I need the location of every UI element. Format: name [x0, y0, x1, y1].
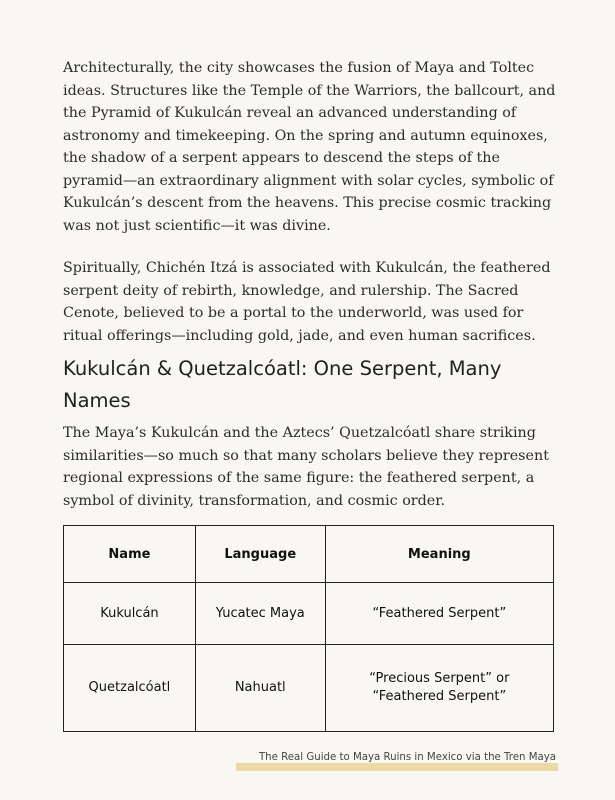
paragraph-spiritual: Spiritually, Chichén Itzá is associated with Kukulcán, the feathered serpent deity of rebirth, knowledge, and rulership. The Sacred Cenote, believed to be a portal to the underworld, was used for ritual offerings—including gold, jade, and even human sacrifices.: [63, 260, 551, 344]
cell-language: Yucatec Maya: [195, 583, 325, 645]
cell-meaning: “Feathered Serpent”: [325, 583, 553, 645]
cell-meaning: “Precious Serpent” or “Feathered Serpent”: [325, 645, 553, 732]
cell-name: Quetzalcóatl: [64, 645, 196, 732]
serpent-names-table: [63, 525, 554, 732]
cell-language: Nahuatl: [195, 645, 325, 732]
section-heading: Kukulcán & Quetzalcóatl: One Serpent, Many Names: [63, 357, 502, 412]
table-header-row: [64, 526, 554, 583]
header-name: Name: [64, 526, 196, 583]
paragraph-comparison: The Maya’s Kukulcán and the Aztecs’ Quetzalcóatl share striking similarities—so much so that many scholars believe they represent regional expressions of the same figure: the feathered serpent, a symbol of divinity, transformation, and cosmic order.: [63, 425, 549, 509]
paragraph-architecture: Architecturally, the city showcases the fusion of Maya and Toltec ideas. Structures like the Temple of the Warriors, the ballcourt, and the Pyramid of Kukulcán reveal an advanced understanding of astronomy and timekeeping. On the spring and autumn equinoxes, the shadow of a serpent appears to descend the steps of the pyramid—an extraordinary alignment with solar cycles, symbolic of Kukulcán’s descent from the heavens. This precise cosmic tracking was not just scientific—it was divine.: [63, 60, 556, 234]
table-row: [64, 583, 554, 645]
footer-accent-bar: [236, 763, 558, 771]
header-language: Language: [195, 526, 325, 583]
footer-title: The Real Guide to Maya Ruins in Mexico via the Tren Maya: [258, 752, 556, 763]
table-row: [64, 645, 554, 732]
header-meaning: Meaning: [325, 526, 553, 583]
cell-name: Kukulcán: [64, 583, 196, 645]
